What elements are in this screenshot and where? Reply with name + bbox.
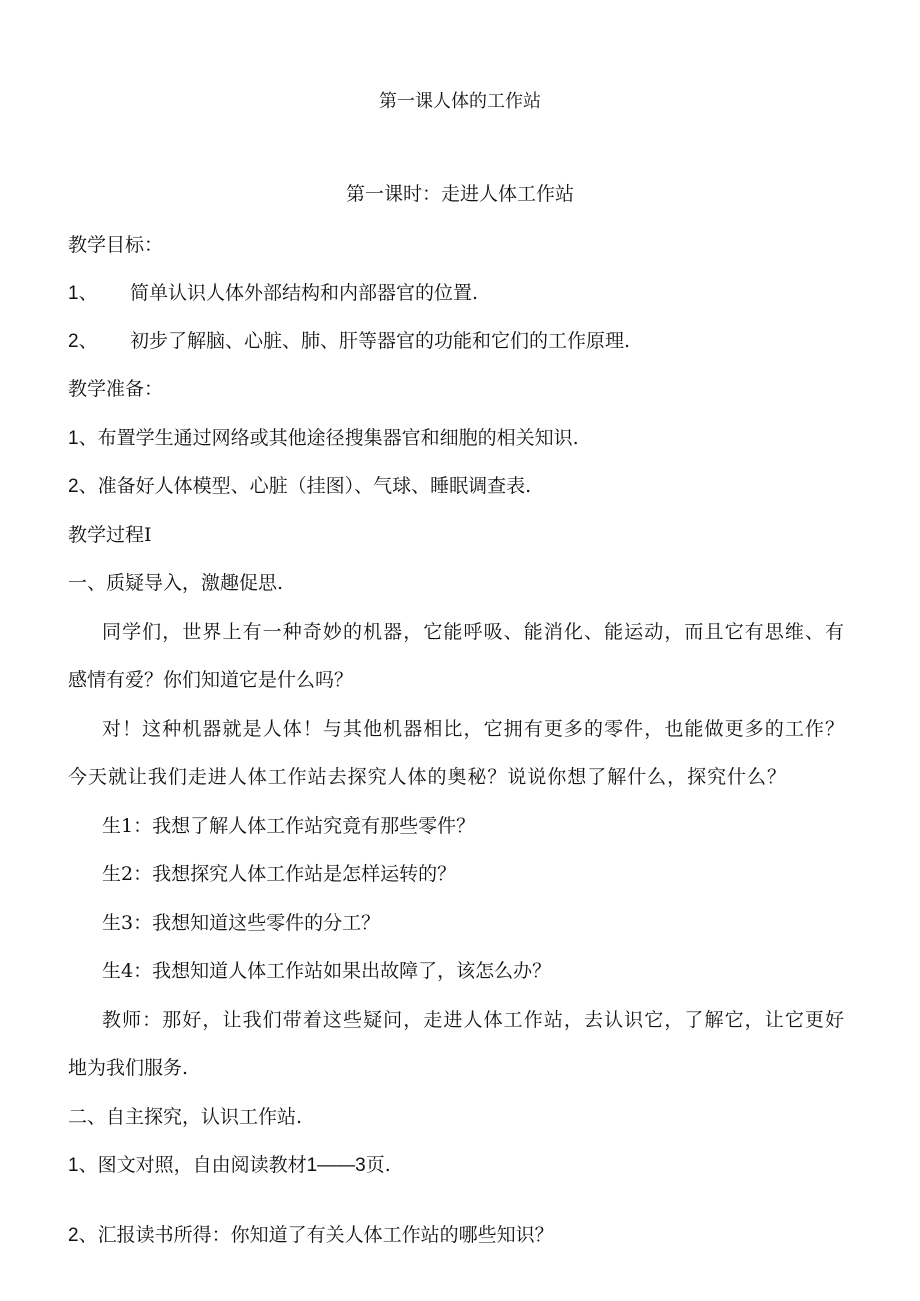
prep-item <box>68 474 531 499</box>
student-label: 生1： <box>102 815 153 837</box>
prep-heading: 教学准备： <box>68 378 164 400</box>
paragraph-line: 对！这种机器就是人体！与其他机器相比，它拥有更多的零件，也能做更多的工作？ <box>102 718 844 740</box>
paragraph-line: 地为我们服务. <box>68 1057 189 1079</box>
step-text-end: 页. <box>365 1154 391 1176</box>
step-number: 1、 <box>68 1155 98 1176</box>
step-pages: 1——3 <box>306 1155 366 1176</box>
step-item <box>68 1153 391 1178</box>
prep-text: 准备好人体模型、心脏（挂图）、气球、睡眠调查表. <box>97 475 532 497</box>
prep-text: 布置学生通过网络或其他途径搜集器官和细胞的相关知识. <box>97 427 579 449</box>
goals-heading: 教学目标： <box>68 234 164 256</box>
goal-number: 1、 <box>68 283 98 304</box>
student-text: 我想探究人体工作站是怎样运转的？ <box>152 863 457 885</box>
student-question <box>102 959 551 983</box>
lesson-subtitle: 第一课时：走进人体工作站 <box>345 183 574 205</box>
process-heading: 教学过程I <box>68 524 152 546</box>
paragraph-line: 今天就让我们走进人体工作站去探究人体的奥秘？说说你想了解什么，探究什么？ <box>68 766 786 788</box>
student-label: 生3： <box>102 912 153 934</box>
paragraph-line: 感情有爱？你们知道它是什么吗？ <box>68 669 354 691</box>
step-text: 图文对照，自由阅读教材 <box>97 1154 307 1176</box>
section-heading: 二、自主探究，认识工作站. <box>68 1106 303 1128</box>
student-question <box>102 911 380 935</box>
student-label: 生2： <box>102 863 153 885</box>
goal-text: 简单认识人体外部结构和内部器官的位置. <box>130 282 479 304</box>
prep-number: 1、 <box>68 428 98 449</box>
paragraph-line: 同学们，世界上有一种奇妙的机器，它能呼吸、能消化、能运动，而且它有思维、有 <box>102 621 844 643</box>
student-text: 我想了解人体工作站究竟有那些零件？ <box>152 815 476 837</box>
step-text: 汇报读书所得：你知道了有关人体工作站的哪些知识？ <box>97 1224 554 1246</box>
prep-number: 2、 <box>68 476 98 497</box>
goal-number: 2、 <box>68 331 98 352</box>
student-text: 我想知道人体工作站如果出故障了，该怎么办？ <box>152 960 552 982</box>
prep-item <box>68 426 579 451</box>
paragraph-line: 教师：那好，让我们带着这些疑问，走进人体工作站，去认识它，了解它，让它更好 <box>102 1009 844 1031</box>
goal-text: 初步了解脑、心脏、肺、肝等器官的功能和它们的工作原理. <box>130 330 631 352</box>
section-heading: 一、质疑导入，激趣促思. <box>68 572 284 594</box>
step-item <box>68 1223 554 1248</box>
student-question <box>102 814 475 838</box>
student-label: 生4： <box>102 960 153 982</box>
goal-item <box>68 281 479 306</box>
goal-item <box>68 329 631 354</box>
page-title: 第一课人体的工作站 <box>379 91 541 112</box>
student-text: 我想知道这些零件的分工？ <box>152 912 381 934</box>
student-question <box>102 862 456 886</box>
step-number: 2、 <box>68 1225 98 1246</box>
